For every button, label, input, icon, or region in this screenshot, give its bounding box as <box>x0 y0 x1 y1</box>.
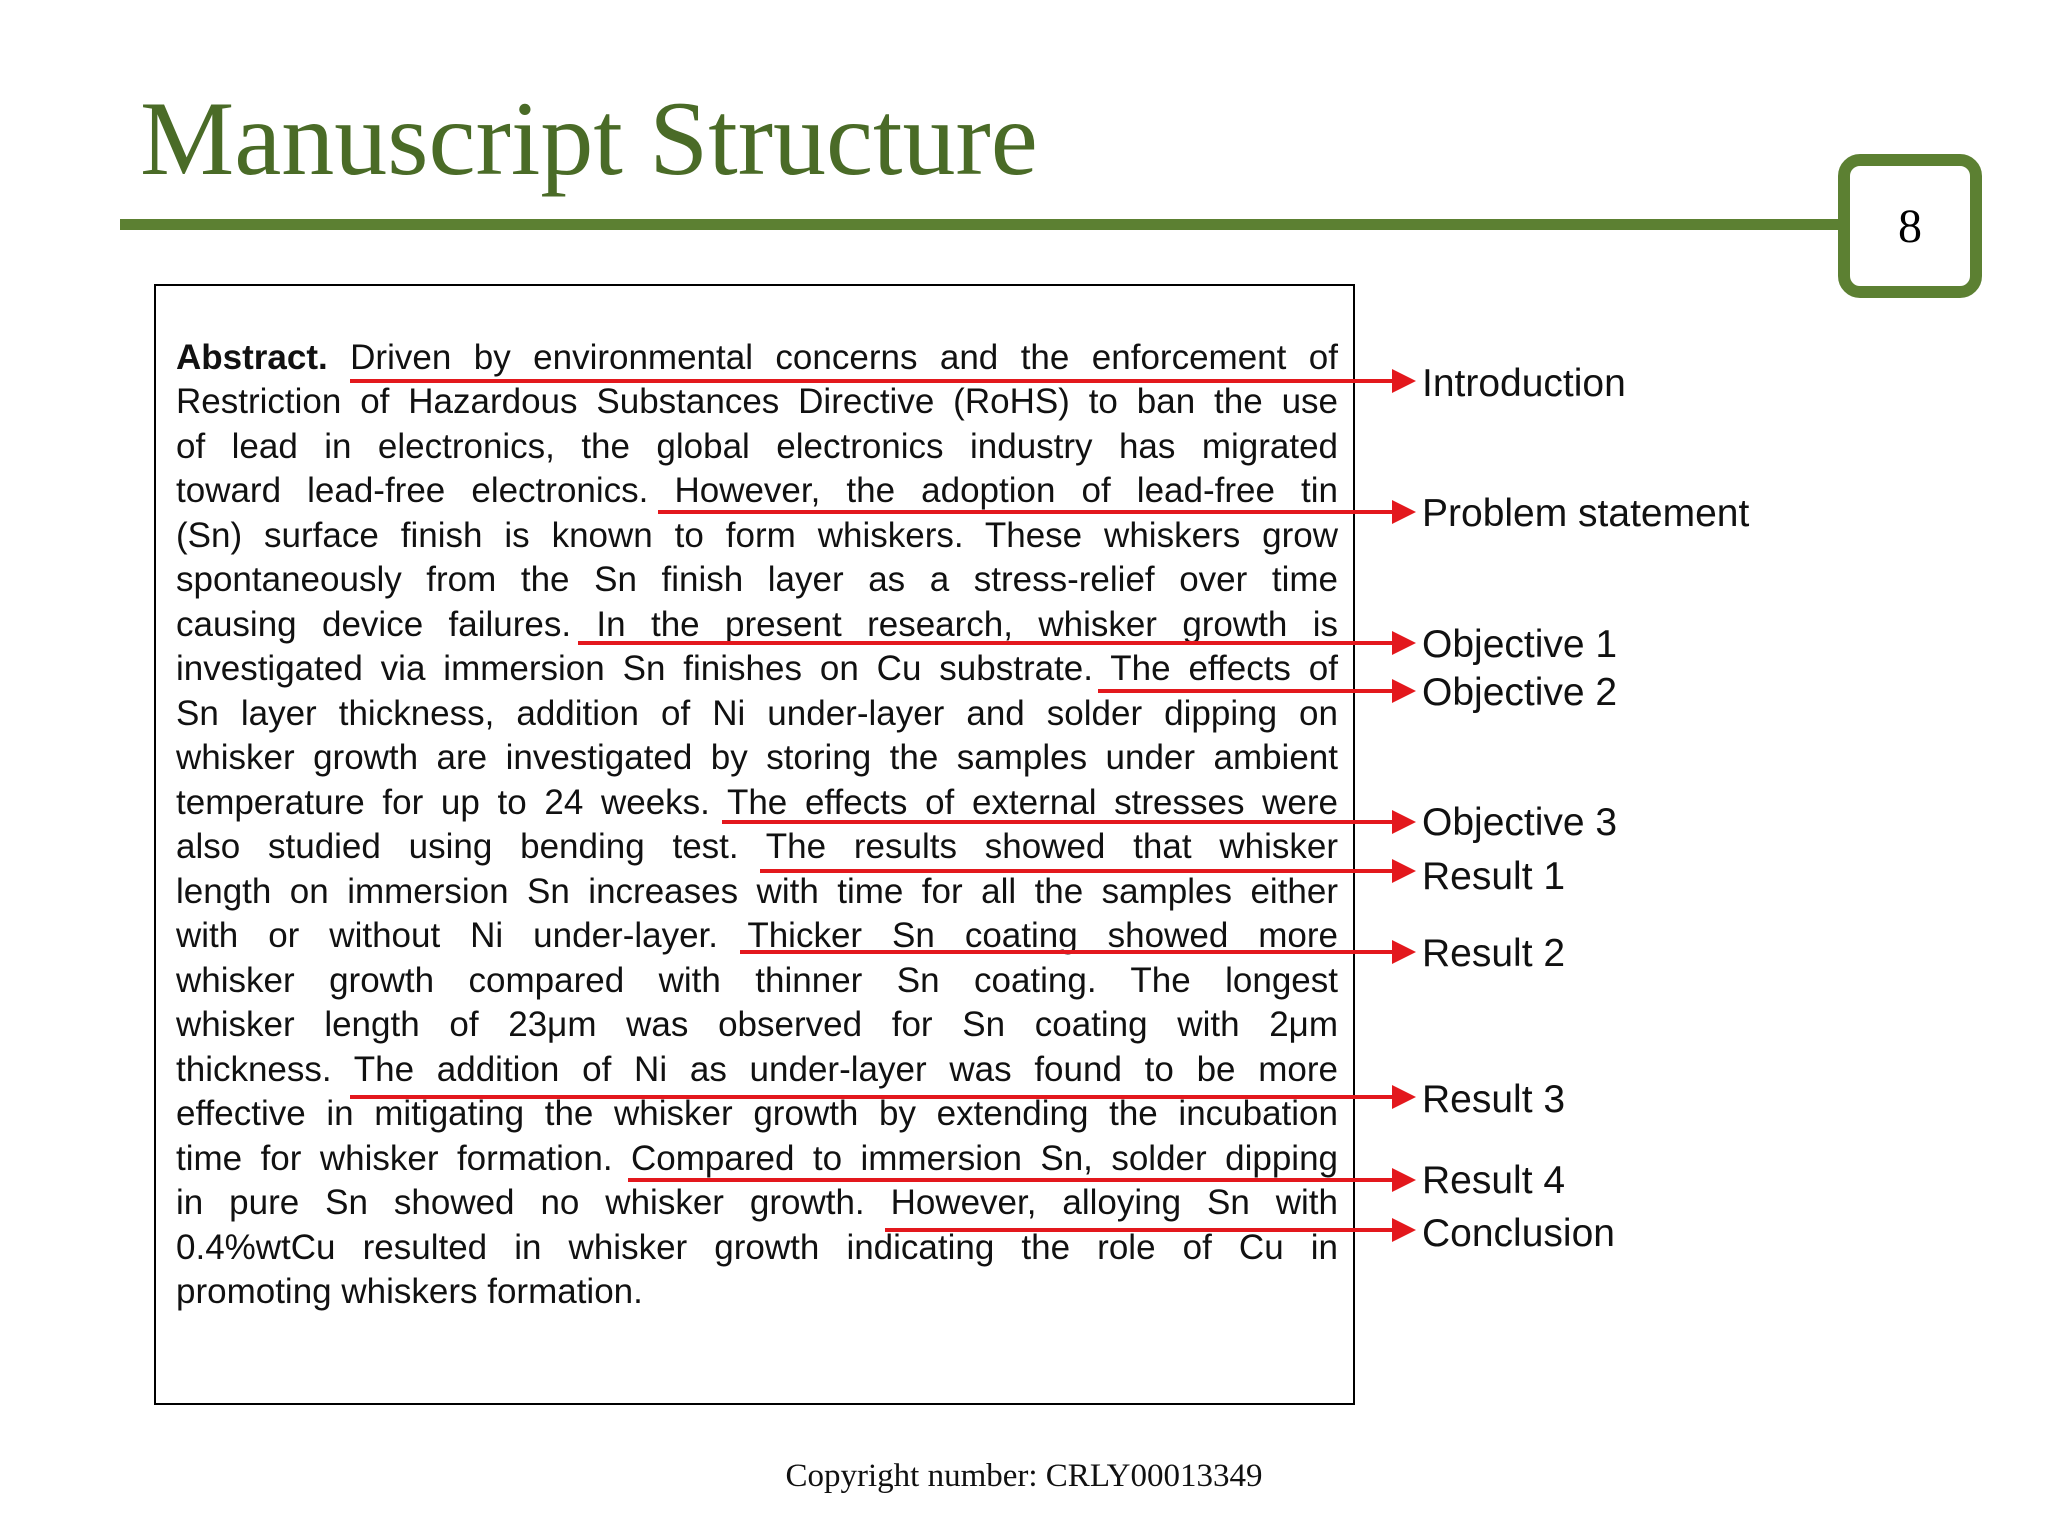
label-objective-1: Objective 1 <box>1422 623 1618 666</box>
abstract-line: whisker growth are investigated by storing the samples under ambient <box>176 738 1338 777</box>
abstract-line: length on immersion Sn increases with time for all the samples either <box>176 872 1338 911</box>
page-number-badge <box>1838 154 1982 298</box>
abstract-line: thickness. The addition of Ni as under-layer was found to be more <box>176 1050 1338 1089</box>
label-introduction: Introduction <box>1422 362 1626 405</box>
label-objective-3: Objective 3 <box>1422 801 1618 844</box>
label-result-1: Result 1 <box>1422 855 1566 898</box>
label-result-3: Result 3 <box>1422 1078 1566 1121</box>
abstract-line: Abstract. Driven by environmental concerns and the enforcement of <box>176 338 1338 377</box>
label-result-4: Result 4 <box>1422 1159 1566 1202</box>
abstract-line: whisker length of 23μm was observed for Sn coating with 2μm <box>176 1005 1338 1044</box>
copyright-footer: Copyright number: CRLY00013349 <box>785 1458 1263 1494</box>
abstract-line: of lead in electronics, the global electronics industry has migrated <box>176 427 1338 466</box>
label-conclusion: Conclusion <box>1422 1212 1615 1255</box>
abstract-line: investigated via immersion Sn finishes on Cu substrate. The effects of <box>176 649 1338 688</box>
abstract-line: 0.4%wtCu resulted in whisker growth indicating the role of Cu in <box>176 1228 1338 1267</box>
abstract-line: whisker growth compared with thinner Sn coating. The longest <box>176 961 1338 1000</box>
abstract-line: effective in mitigating the whisker growth by extending the incubation <box>176 1094 1338 1133</box>
abstract-line: causing device failures. In the present research, whisker growth is <box>176 605 1338 644</box>
label-result-2: Result 2 <box>1422 932 1566 975</box>
page-number: 8 <box>1898 199 1922 253</box>
abstract-label: Abstract. <box>176 338 328 377</box>
label-objective-2: Objective 2 <box>1422 671 1618 714</box>
abstract-line: Restriction of Hazardous Substances Directive (RoHS) to ban the use <box>176 382 1338 421</box>
abstract-line: promoting whiskers formation. <box>176 1272 643 1311</box>
abstract-line: in pure Sn showed no whisker growth. However, alloying Sn with <box>176 1183 1338 1222</box>
abstract-line: time for whisker formation. Compared to immersion Sn, solder dipping <box>176 1139 1338 1178</box>
label-problem-statement: Problem statement <box>1422 492 1750 535</box>
abstract-line: Sn layer thickness, addition of Ni under-layer and solder dipping on <box>176 694 1338 733</box>
abstract-line: spontaneously from the Sn finish layer as a stress-relief over time <box>176 560 1338 599</box>
abstract-line: with or without Ni under-layer. Thicker Sn coating showed more <box>176 916 1338 955</box>
abstract-line: toward lead-free electronics. However, the adoption of lead-free tin <box>176 471 1338 510</box>
abstract-line: (Sn) surface finish is known to form whiskers. These whiskers grow <box>176 516 1338 555</box>
abstract-line: also studied using bending test. The results showed that whisker <box>176 827 1338 866</box>
title-divider <box>120 219 1865 230</box>
abstract-line: temperature for up to 24 weeks. The effects of external stresses were <box>176 783 1338 822</box>
slide-title: Manuscript Structure <box>140 80 1038 197</box>
